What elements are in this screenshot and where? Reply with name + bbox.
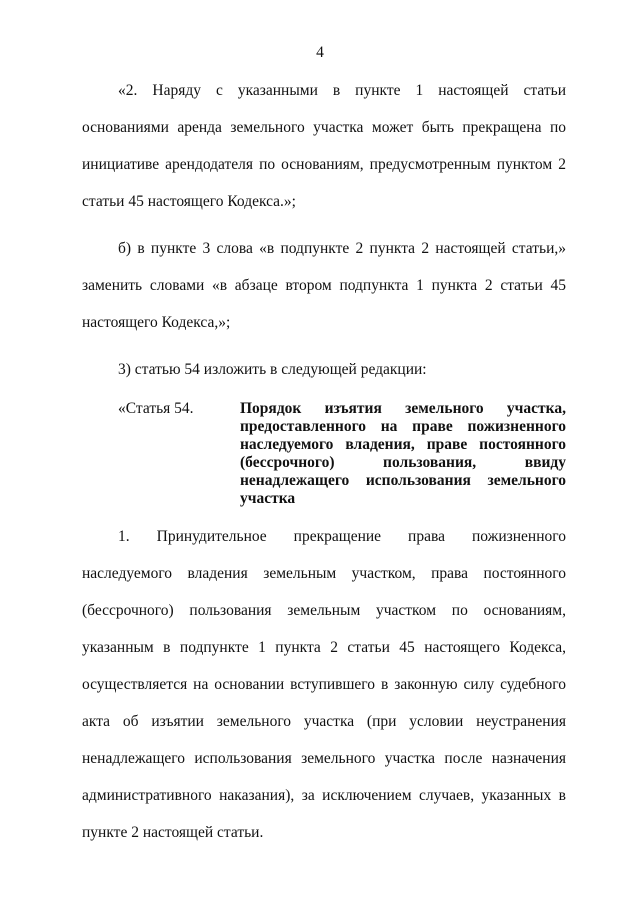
page-number: 4 (316, 44, 324, 61)
paragraph-point-3: 3) статью 54 изложить в следующей редакции: (118, 361, 427, 378)
article-heading (82, 400, 566, 508)
article-number: «Статья 54. (118, 400, 194, 417)
document-body (82, 72, 566, 851)
spacer (82, 341, 566, 351)
paragraph-article-54-point-1: 1. Принудительное прекращение права пожизненного наследуемого владения земельным участком, права постоянного (бессрочного) пользования земельным участком по основаниям, указанным в подпункте 1 пункта 2 статьи 45 настоящего Кодекса, осуществляется на основании вступившего в законную силу судебного акта об изъятии земельного участка (при условии неустранения ненадлежащего использования земельного участка после назначения административного наказания), за исключением случаев, указанных в пункте 2 настоящей статьи. (82, 528, 566, 841)
paragraph-subpoint-b: б) в пункте 3 слова «в подпункте 2 пункта 2 настоящей статьи,» заменить словами «в абзаце втором подпункта 1 пункта 2 статьи 45 настоящего Кодекса,»; (82, 240, 566, 331)
article-title: Порядок изъятия земельного участка, предоставленного на праве пожизненного наследуемого владения, праве постоянного (бессрочного) пользования, ввиду ненадлежащего использования земельного участка (240, 400, 566, 507)
paragraph-amendment-article-46: «2. Наряду с указанными в пункте 1 настоящей статьи основаниями аренда земельного участка может быть прекращена по инициативе арендодателя по основаниям, предусмотренным пунктом 2 статьи 45 настоящего Кодекса.»; (82, 82, 566, 210)
spacer (82, 220, 566, 230)
